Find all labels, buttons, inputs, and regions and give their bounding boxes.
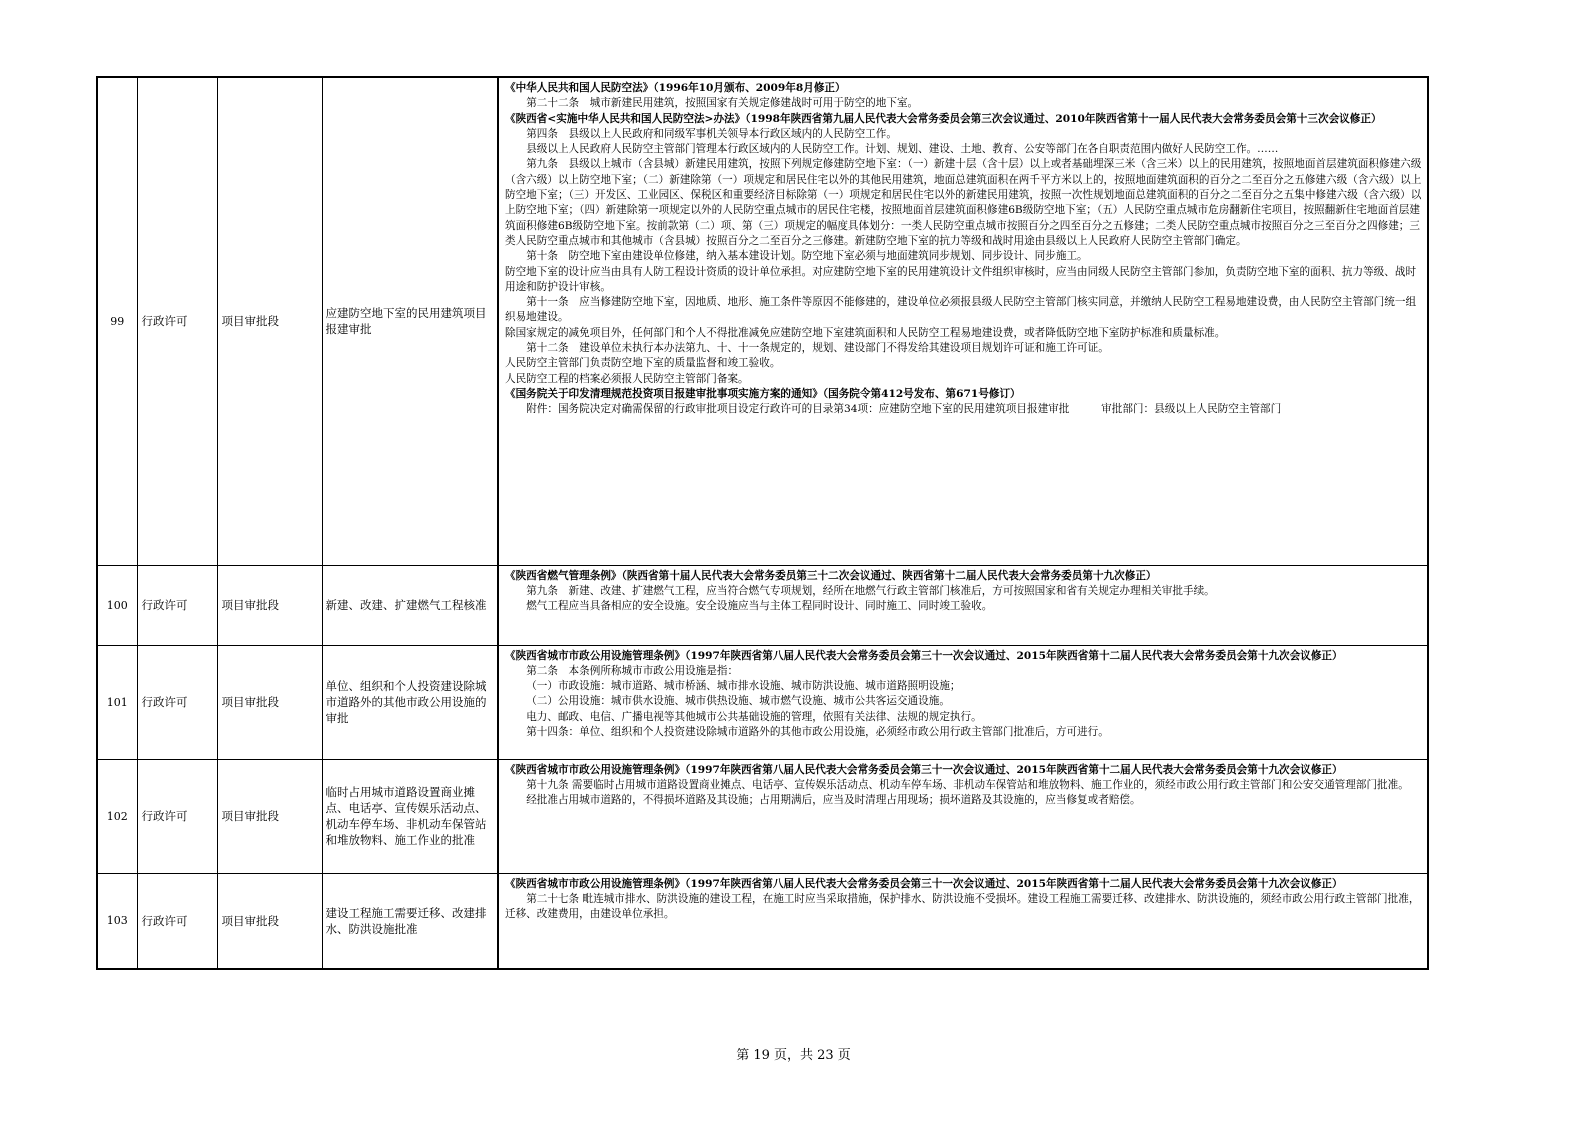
law-title: 《陕西省<实施中华人民共和国人民防空法>办法》（1998年陕西省第九届人民代表大会常务委员会第三次会议通过、2010年陕西省第十一届人民代表大会常务委员会第十三次会议修正） <box>505 112 1382 125</box>
item-stage: 项目审批段 <box>217 759 322 873</box>
law-title: 《中华人民共和国人民防空法》（1996年10月颁布、2009年8月修正） <box>505 82 846 94</box>
law-clause: 人民防空主管部门负责防空地下室的质量监督和竣工验收。 <box>505 357 781 370</box>
item-type: 行政许可 <box>137 759 217 873</box>
law-clause: 第二十七条 毗连城市排水、防洪设施的建设工程，在施工时应当采取措施，保护排水、防洪设施不受损坏。建设工程施工需要迁移、改建排水、防洪设施的，须经市政公用行政主管部门批准，迁移、改建费用，由建设单位承担。 <box>505 892 1420 921</box>
legal-basis <box>498 77 1428 565</box>
law-clause: 第九条 新建、改建、扩建燃气工程，应当符合燃气专项规划，经所在地燃气行政主管部门核准后，方可按照国家和省有关规定办理相关审批手续。 <box>526 584 1215 597</box>
law-clause: 经批准占用城市道路的，不得损坏道路及其设施；占用期满后，应当及时清理占用现场；损坏道路及其设施的，应当修复或者赔偿。 <box>526 794 1141 807</box>
legal-basis <box>498 759 1428 873</box>
table-row <box>97 77 1428 565</box>
law-title: 《陕西省城市市政公用设施管理条例》（1997年陕西省第八届人民代表大会常务委员会第三十一次会议通过、2015年陕西省第十二届人民代表大会常务委员会第十九次会议修正） <box>505 649 1343 662</box>
regulation-table <box>96 76 1429 970</box>
law-clause: 第十九条 需要临时占用城市道路设置商业摊点、电话亭、宣传娱乐活动点、机动车停车场、非机动车保管站和堆放物料、施工作业的，须经市政公用行政主管部门和公安交通管理部门批准。 <box>526 778 1409 791</box>
law-title: 《陕西省燃气管理条例》（陕西省第十届人民代表大会常务委员第三十二次会议通过、陕西省第十二届人民代表大会常务委员第十九次修正） <box>505 569 1157 582</box>
item-name: 临时占用城市道路设置商业摊点、电话亭、宣传娱乐活动点、机动车停车场、非机动车保管站和堆放物料、施工作业的批准 <box>322 759 498 873</box>
item-stage: 项目审批段 <box>217 645 322 759</box>
law-clause: 第九条 县级以上城市（含县城）新建民用建筑，按照下列规定修建防空地下室：（一）新建十层（含十层）以上或者基础埋深三米（含三米）以上的民用建筑，按照地面首层建筑面积修建六级（含六级）以上防空地下室；（二）新建除第（一）项规定和居民住宅以外的其他民用建筑，地面总建筑面积在两千平方米以上的，按照地面建筑面积的百分之二至百分之五修建六级（含六级）以上防空地下室；（三）开发区、工业园区、保税区和重要经济目标除第（一）项规定和居民住宅以外的新建民用建筑，按照一次性规划地面总建筑面积的百分之二至百分之五集中修建六级（含六级）以上防空地下室；（四）新建除第一项规定以外的人民防空重点城市的居民住宅楼，按照地面首层建筑面积修建6B级防空地下室；（五）人民防空重点城市危房翻新住宅项目，按照翻新住宅地面首层建筑面积修建6B级防空地下室。按前款第（二）项、第（三）项规定的幅度具体划分：一类人民防空重点城市按照百分之四至百分之五修建；二类人民防空重点城市按照百分之三至百分之四修建；三类人民防空重点城市和其他城市（含县城）按照百分之二至百分之三修建。新建防空地下室的抗力等级和战时用途由县级以上人民政府人民防空主管部门确定。 <box>505 158 1422 247</box>
row-number: 99 <box>97 77 137 565</box>
law-title: 《陕西省城市市政公用设施管理条例》（1997年陕西省第八届人民代表大会常务委员会第三十一次会议通过、2015年陕西省第十二届人民代表大会常务委员会第十九次会议修正） <box>505 877 1343 890</box>
law-clause: 人民防空工程的档案必须报人民防空主管部门备案。 <box>505 372 749 385</box>
law-title: 《陕西省城市市政公用设施管理条例》（1997年陕西省第八届人民代表大会常务委员会第三十一次会议通过、2015年陕西省第十二届人民代表大会常务委员会第十九次会议修正） <box>505 763 1343 776</box>
row-number: 102 <box>97 759 137 873</box>
law-clause: 燃气工程应当具备相应的安全设施。安全设施应当与主体工程同时设计、同时施工、同时竣工验收。 <box>526 600 993 613</box>
law-clause: 第十条 防空地下室由建设单位修建，纳入基本建设计划。防空地下室必须与地面建筑同步规划、同步设计、同步施工。 <box>526 250 1088 263</box>
legal-basis <box>498 645 1428 759</box>
law-clause: 第十一条 应当修建防空地下室，因地质、地形、施工条件等原因不能修建的，建设单位必须报县级人民防空主管部门核实同意，并缴纳人民防空工程易地建设费，由人民防空主管部门统一组织易地建设。 <box>505 296 1417 324</box>
item-name: 应建防空地下室的民用建筑项目报建审批 <box>322 77 498 565</box>
item-name: 新建、改建、扩建燃气工程核准 <box>322 565 498 645</box>
item-type: 行政许可 <box>137 873 217 969</box>
row-number: 101 <box>97 645 137 759</box>
law-clause: 附件：国务院决定对确需保留的行政审批项目设定行政许可的目录第34项：应建防空地下室的民用建筑项目报建审批 审批部门：县级以上人民防空主管部门 <box>526 403 1282 416</box>
item-name: 单位、组织和个人投资建设除城市道路外的其他市政公用设施的审批 <box>322 645 498 759</box>
row-number: 100 <box>97 565 137 645</box>
table-row <box>97 873 1428 969</box>
law-clause: 第十四条：单位、组织和个人投资建设除城市道路外的其他市政公用设施，必须经市政公用行政主管部门批准后，方可进行。 <box>526 725 1109 738</box>
law-clause: 防空地下室的设计应当由具有人防工程设计资质的设计单位承担。对应建防空地下室的民用建筑设计文件组织审核时，应当由同级人民防空主管部门参加，负责防空地下室的面积、抗力等级、战时用途和防护设计审核。 <box>505 265 1417 293</box>
page-footer: 第 19 页，共 23 页 <box>736 1048 851 1063</box>
item-stage: 项目审批段 <box>217 77 322 565</box>
item-type: 行政许可 <box>137 645 217 759</box>
law-clause: （二）公用设施：城市供水设施、城市供热设施、城市燃气设施、城市公共客运交通设施。 <box>526 695 950 708</box>
item-stage: 项目审批段 <box>217 565 322 645</box>
item-type: 行政许可 <box>137 565 217 645</box>
law-clause: 第二十二条 城市新建民用建筑，按照国家有关规定修建战时可用于防空的地下室。 <box>526 97 919 110</box>
item-stage: 项目审批段 <box>217 873 322 969</box>
table-row <box>97 645 1428 759</box>
law-clause: 第十二条 建设单位未执行本办法第九、十、十一条规定的，规划、建设部门不得发给其建设项目规划许可证和施工许可证。 <box>526 342 1109 355</box>
table-row <box>97 565 1428 645</box>
legal-basis <box>498 873 1428 969</box>
item-type: 行政许可 <box>137 77 217 565</box>
item-name: 建设工程施工需要迁移、改建排水、防洪设施批准 <box>322 873 498 969</box>
law-clause: （一）市政设施：城市道路、城市桥涵、城市排水设施、城市防洪设施、城市道路照明设施； <box>526 680 961 693</box>
law-clause: 除国家规定的减免项目外，任何部门和个人不得批准减免应建防空地下室建筑面积和人民防空工程易地建设费，或者降低防空地下室防护标准和质量标准。 <box>505 326 1226 339</box>
law-clause: 电力、邮政、电信、广播电视等其他城市公共基础设施的管理，依照有关法律、法规的规定执行。 <box>526 710 982 723</box>
row-number: 103 <box>97 873 137 969</box>
legal-basis <box>498 565 1428 645</box>
law-title: 《国务院关于印发清理规范投资项目报建审批事项实施方案的通知》（国务院令第412号发布、第671号修订） <box>505 387 1021 400</box>
law-clause: 第二条 本条例所称城市市政公用设施是指： <box>526 664 739 677</box>
law-clause: 县级以上人民政府人民防空主管部门管理本行政区域内的人民防空工作。计划、规划、建设、土地、教育、公安等部门在各自职责范围内做好人民防空工作。…… <box>526 143 1279 156</box>
table-row <box>97 759 1428 873</box>
law-clause: 第四条 县级以上人民政府和同级军事机关领导本行政区域内的人民防空工作。 <box>526 127 897 140</box>
